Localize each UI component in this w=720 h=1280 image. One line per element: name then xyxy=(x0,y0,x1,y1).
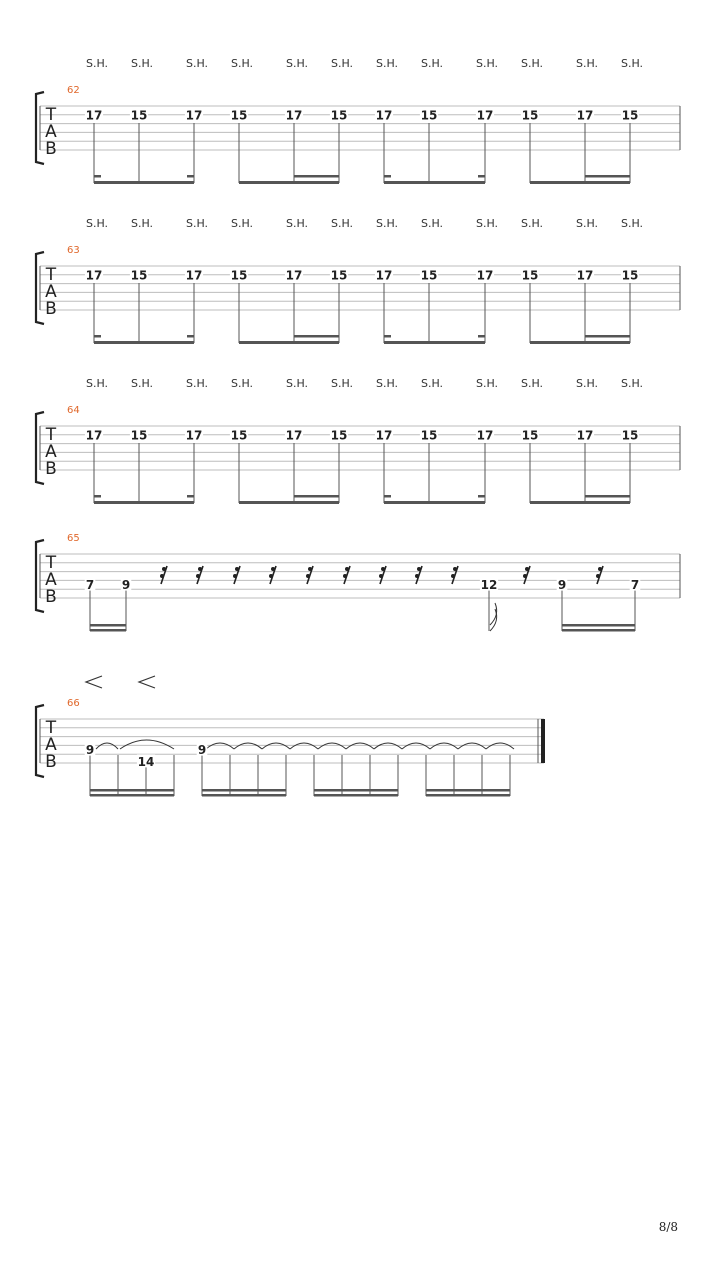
fret-number: 17 xyxy=(185,428,203,443)
tab-clef-a: A xyxy=(45,122,57,142)
rest-dot xyxy=(271,567,275,571)
beam xyxy=(202,794,286,797)
measure-number: 66 xyxy=(67,698,80,709)
fret-number: 9 xyxy=(557,578,567,593)
technique-label: S.H. xyxy=(620,217,644,230)
beam xyxy=(426,789,510,792)
technique-label: S.H. xyxy=(185,377,209,390)
beam xyxy=(562,624,635,627)
fret-number: 15 xyxy=(521,428,539,443)
technique-label: S.H. xyxy=(620,57,644,70)
beam-partial xyxy=(94,335,101,338)
fret-number: 17 xyxy=(476,108,494,123)
beam-secondary xyxy=(294,495,339,498)
beam xyxy=(239,181,339,184)
beam xyxy=(90,624,126,627)
note-flag xyxy=(490,609,497,631)
technique-label: S.H. xyxy=(85,217,109,230)
rest-dot xyxy=(162,567,166,571)
fret-number: 15 xyxy=(230,268,248,283)
tab-clef-b: B xyxy=(45,299,57,319)
fret-number: 15 xyxy=(521,108,539,123)
tie-arc xyxy=(120,740,174,749)
beam xyxy=(562,629,635,632)
fret-number: 17 xyxy=(476,428,494,443)
fret-number: 15 xyxy=(230,108,248,123)
beam xyxy=(384,501,485,504)
crescendo-mark xyxy=(86,676,102,688)
beam xyxy=(94,341,194,344)
fret-number: 9 xyxy=(197,743,207,758)
fret-number: 15 xyxy=(130,428,148,443)
tab-clef-a: A xyxy=(45,570,57,590)
fret-number: 15 xyxy=(330,268,348,283)
tab-clef-t: T xyxy=(45,265,57,285)
fret-number: 17 xyxy=(375,268,393,283)
tab-clef-a: A xyxy=(45,282,57,302)
tab-clef-t: T xyxy=(45,553,57,573)
technique-label: S.H. xyxy=(130,217,154,230)
rest-dot xyxy=(235,567,239,571)
rest-dot xyxy=(233,574,237,578)
rest-dot xyxy=(415,574,419,578)
technique-label: S.H. xyxy=(475,57,499,70)
beam-partial xyxy=(478,335,485,338)
fret-number: 12 xyxy=(480,578,498,593)
technique-label: S.H. xyxy=(620,377,644,390)
technique-label: S.H. xyxy=(420,377,444,390)
fret-number: 15 xyxy=(130,108,148,123)
tab-clef-b: B xyxy=(45,459,57,479)
rest-dot xyxy=(343,574,347,578)
fret-number: 14 xyxy=(137,754,155,769)
technique-label: S.H. xyxy=(330,57,354,70)
rest-dot xyxy=(453,567,457,571)
fret-number: 15 xyxy=(521,268,539,283)
technique-label: S.H. xyxy=(520,377,544,390)
technique-label: S.H. xyxy=(575,217,599,230)
rest-dot xyxy=(308,567,312,571)
technique-label: S.H. xyxy=(230,57,254,70)
technique-label: S.H. xyxy=(330,377,354,390)
tab-clef-b: B xyxy=(45,752,57,772)
rest-dot xyxy=(379,574,383,578)
beam xyxy=(314,789,398,792)
rest-dot xyxy=(306,574,310,578)
technique-label: S.H. xyxy=(475,377,499,390)
fret-number: 15 xyxy=(420,108,438,123)
beam xyxy=(202,789,286,792)
technique-label: S.H. xyxy=(130,57,154,70)
fret-number: 17 xyxy=(85,428,103,443)
technique-label: S.H. xyxy=(420,217,444,230)
fret-number: 17 xyxy=(375,108,393,123)
rest-dot xyxy=(523,574,527,578)
fret-number: 17 xyxy=(375,428,393,443)
beam-partial xyxy=(187,335,194,338)
fret-number: 15 xyxy=(330,428,348,443)
measure-number: 64 xyxy=(67,405,80,416)
beam-partial xyxy=(384,335,391,338)
measure-number: 65 xyxy=(67,533,80,544)
tab-clef-a: A xyxy=(45,735,57,755)
tie-arc xyxy=(486,743,514,749)
tab-clef-b: B xyxy=(45,139,57,159)
fret-number: 15 xyxy=(420,268,438,283)
beam-partial xyxy=(94,495,101,498)
beam-secondary xyxy=(585,335,630,338)
tie-arc xyxy=(290,743,318,749)
fret-number: 15 xyxy=(130,268,148,283)
fret-number: 17 xyxy=(285,108,303,123)
beam-secondary xyxy=(585,175,630,178)
beam-secondary xyxy=(294,335,339,338)
rest-dot xyxy=(198,567,202,571)
tab-clef-t: T xyxy=(45,718,57,738)
fret-number: 9 xyxy=(85,743,95,758)
fret-number: 17 xyxy=(576,428,594,443)
rest-dot xyxy=(596,574,600,578)
technique-label: S.H. xyxy=(185,57,209,70)
beam-secondary xyxy=(585,495,630,498)
tie-arc xyxy=(374,743,402,749)
tie-arc xyxy=(96,743,118,749)
beam-partial xyxy=(478,495,485,498)
technique-label: S.H. xyxy=(520,57,544,70)
fret-number: 15 xyxy=(230,428,248,443)
rest-dot xyxy=(525,567,529,571)
beam xyxy=(384,341,485,344)
rest-dot xyxy=(381,567,385,571)
technique-label: S.H. xyxy=(420,57,444,70)
beam-partial xyxy=(384,175,391,178)
beam-partial xyxy=(94,175,101,178)
beam xyxy=(94,501,194,504)
technique-label: S.H. xyxy=(130,377,154,390)
technique-label: S.H. xyxy=(520,217,544,230)
page-number: 8/8 xyxy=(658,1220,678,1234)
fret-number: 15 xyxy=(621,268,639,283)
fret-number: 9 xyxy=(121,578,131,593)
technique-label: S.H. xyxy=(475,217,499,230)
beam xyxy=(314,794,398,797)
fret-number: 17 xyxy=(576,108,594,123)
measure-number: 62 xyxy=(67,85,80,96)
fret-number: 15 xyxy=(621,108,639,123)
technique-label: S.H. xyxy=(85,57,109,70)
rest-dot xyxy=(160,574,164,578)
beam xyxy=(426,794,510,797)
rest-dot xyxy=(269,574,273,578)
rest-dot xyxy=(451,574,455,578)
fret-number: 17 xyxy=(185,268,203,283)
beam-secondary xyxy=(294,175,339,178)
rest-dot xyxy=(345,567,349,571)
beam xyxy=(90,794,174,797)
beam xyxy=(530,181,630,184)
technique-label: S.H. xyxy=(575,377,599,390)
tie-arc xyxy=(402,743,430,749)
technique-label: S.H. xyxy=(575,57,599,70)
fret-number: 17 xyxy=(476,268,494,283)
beam xyxy=(90,789,174,792)
tie-arc xyxy=(346,743,374,749)
beam xyxy=(384,181,485,184)
tab-clef-b: B xyxy=(45,587,57,607)
tie-arc xyxy=(206,743,234,749)
beam xyxy=(90,629,126,632)
technique-label: S.H. xyxy=(85,377,109,390)
final-barline-thick xyxy=(541,719,545,763)
fret-number: 17 xyxy=(185,108,203,123)
rest-dot xyxy=(417,567,421,571)
beam-partial xyxy=(187,495,194,498)
fret-number: 7 xyxy=(85,578,95,593)
technique-label: S.H. xyxy=(375,217,399,230)
fret-number: 15 xyxy=(420,428,438,443)
fret-number: 17 xyxy=(285,268,303,283)
fret-number: 17 xyxy=(85,108,103,123)
technique-label: S.H. xyxy=(285,217,309,230)
technique-label: S.H. xyxy=(375,57,399,70)
tab-clef-t: T xyxy=(45,105,57,125)
fret-number: 17 xyxy=(285,428,303,443)
beam-partial xyxy=(478,175,485,178)
rest-dot xyxy=(196,574,200,578)
beam xyxy=(239,501,339,504)
fret-number: 15 xyxy=(330,108,348,123)
fret-number: 17 xyxy=(85,268,103,283)
technique-label: S.H. xyxy=(285,57,309,70)
crescendo-mark xyxy=(139,676,155,688)
beam-partial xyxy=(187,175,194,178)
technique-label: S.H. xyxy=(375,377,399,390)
technique-label: S.H. xyxy=(230,217,254,230)
technique-label: S.H. xyxy=(230,377,254,390)
technique-label: S.H. xyxy=(185,217,209,230)
tie-arc xyxy=(234,743,262,749)
fret-number: 17 xyxy=(576,268,594,283)
beam xyxy=(94,181,194,184)
measure-number: 63 xyxy=(67,245,80,256)
tie-arc xyxy=(458,743,486,749)
tab-clef-a: A xyxy=(45,442,57,462)
tie-arc xyxy=(430,743,458,749)
beam-partial xyxy=(384,495,391,498)
rest-dot xyxy=(598,567,602,571)
beam xyxy=(530,341,630,344)
beam xyxy=(530,501,630,504)
fret-number: 15 xyxy=(621,428,639,443)
tab-clef-t: T xyxy=(45,425,57,445)
beam xyxy=(239,341,339,344)
technique-label: S.H. xyxy=(330,217,354,230)
technique-label: S.H. xyxy=(285,377,309,390)
fret-number: 7 xyxy=(630,578,640,593)
tie-arc xyxy=(318,743,346,749)
tie-arc xyxy=(262,743,290,749)
